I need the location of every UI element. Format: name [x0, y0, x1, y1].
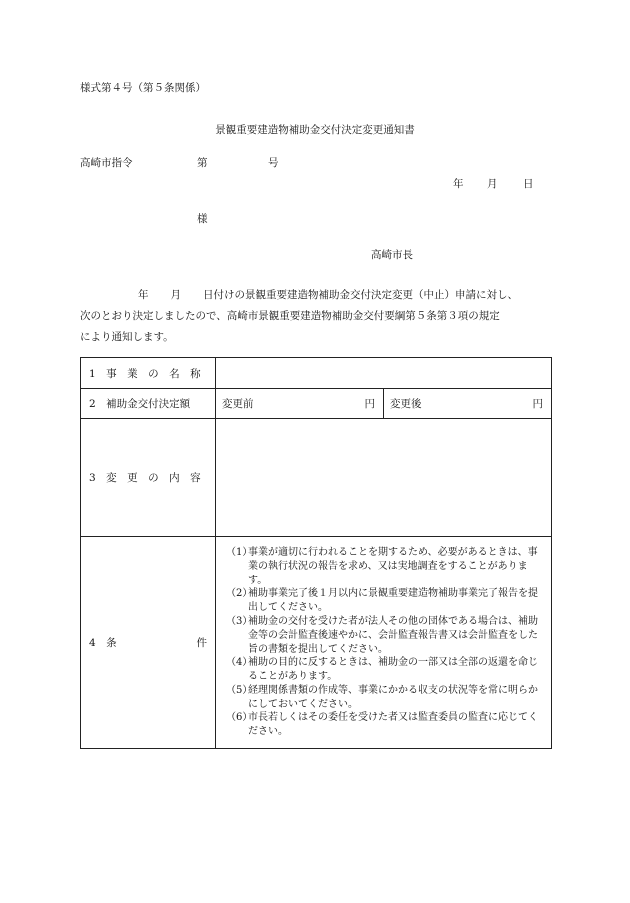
- grant-amount-label: 2 補助金交付決定額: [81, 389, 216, 419]
- reference-prefix: 高崎市指令: [80, 157, 133, 169]
- body-month: 月: [170, 289, 181, 301]
- reference-go: 号: [268, 157, 279, 169]
- notice-body: [80, 285, 552, 348]
- condition-item: （4） 補助の目的に反するときは、補助金の一部又は全部の返還を命じることがあります。: [226, 657, 538, 683]
- decision-table: [80, 357, 552, 749]
- conditions-list: [216, 542, 551, 743]
- body-year: 年: [138, 289, 149, 301]
- row-change-details: [81, 419, 552, 537]
- date-day: 日: [523, 178, 534, 190]
- date-month: 月: [487, 178, 498, 190]
- body-line2: 次のとおり決定しましたので、高崎市景観重要建造物補助金交付要綱第５条第３項の規定: [80, 310, 500, 322]
- change-details-value: [216, 419, 552, 537]
- conditions-list-cell: [216, 537, 552, 749]
- issuer: 高崎市長: [371, 249, 413, 261]
- project-name-label: 1 事 業 の 名 称: [81, 358, 216, 389]
- form-number: 様式第４号（第５条関係）: [80, 82, 206, 94]
- amount-before: [216, 389, 383, 418]
- document-title: 景観重要建造物補助金交付決定変更通知書: [215, 124, 415, 136]
- amount-after-unit: 円: [532, 398, 543, 410]
- amount-before-label: 変更前: [222, 398, 254, 410]
- body-line3: により通知します。: [80, 331, 174, 343]
- conditions-label: [81, 537, 216, 749]
- row-project-name: [81, 358, 552, 389]
- condition-item: （3） 補助金の交付を受けた者が法人その他の団体である場合は、補助金等の会計監査後速やかに、会計監査報告書又は会計監査をした旨の書類を提出してください。: [226, 615, 538, 655]
- amount-before-unit: 円: [364, 398, 375, 410]
- reference-dai: 第: [197, 157, 208, 169]
- condition-item: （2） 補助事業完了後１月以内に景観重要建造物補助事業完了報告を提出してください。: [226, 588, 538, 614]
- condition-item: （6） 市長若しくはその委任を受けた者又は監査委員の監査に応じてください。: [226, 712, 538, 738]
- row-conditions: [81, 537, 552, 749]
- date-year: 年: [453, 178, 464, 190]
- grant-amount-values: [216, 389, 552, 419]
- condition-item: （1） 事業が適切に行われることを期するため、必要があるときは、事業の執行状況の報告を求め、又は実地調査をすることがあります。: [226, 546, 538, 586]
- addressee-suffix: 様: [197, 213, 208, 225]
- change-details-label: 3 変 更 の 内 容: [81, 419, 216, 537]
- condition-item: （5） 経理関係書類の作成等、事業にかかる収支の状況等を常に明らかにしておいてください。: [226, 684, 538, 710]
- amount-after-label: 変更後: [390, 398, 422, 410]
- amount-after: [383, 389, 551, 418]
- project-name-value: [216, 358, 552, 389]
- row-grant-amount: [81, 389, 552, 419]
- conditions-label-start: 4 条: [89, 637, 117, 649]
- conditions-label-end: 件: [196, 637, 207, 649]
- body-line1: 日付けの景観重要建造物補助金交付決定変更（中止）申請に対し、: [203, 289, 518, 301]
